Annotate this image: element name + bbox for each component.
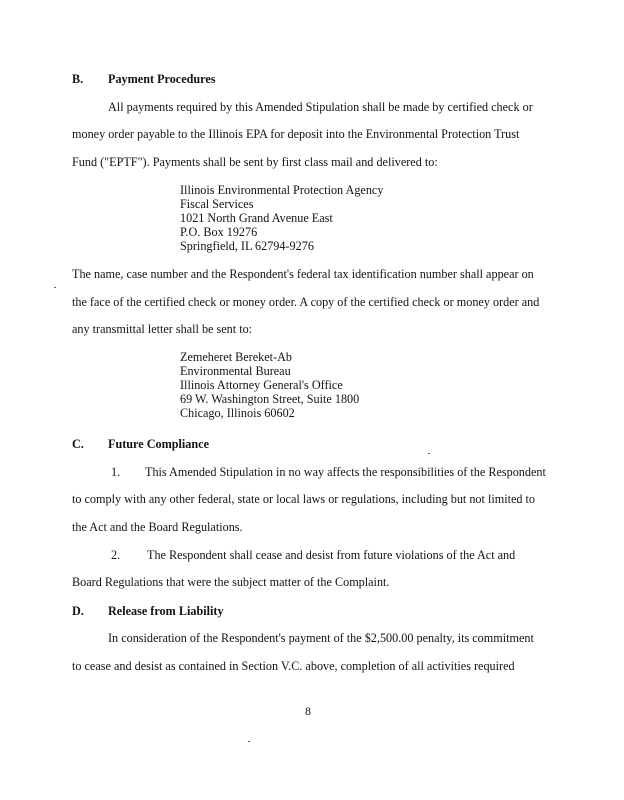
section-c-item1-number: 1. (111, 465, 121, 479)
section-c-letter: C. (72, 437, 84, 451)
section-c-item2-line2: Board Regulations that were the subject matter of the Complaint. (72, 575, 390, 589)
section-c-item1-line2: to comply with any other federal, state or local laws or regulations, including but not limited to (72, 492, 536, 506)
address2-line5: Chicago, Illinois 60602 (180, 406, 295, 420)
section-c-item1-line1: This Amended Stipulation in no way affects the responsibilities of the Respondent (145, 465, 546, 479)
section-c-item2-number: 2. (111, 548, 121, 562)
section-b-para2-line2: the face of the certified check or money order. A copy of the certified check or money order and (72, 295, 540, 309)
scan-speck (54, 287, 56, 288)
section-b-para1-line2: money order payable to the Illinois EPA for deposit into the Environmental Protection Trust (72, 127, 520, 141)
section-d-letter: D. (72, 604, 84, 618)
scan-speck (428, 453, 430, 454)
section-c-title: Future Compliance (108, 437, 209, 451)
section-b-title: Payment Procedures (108, 72, 216, 86)
section-d-para-line2: to cease and desist as contained in Section V.C. above, completion of all activities required (72, 659, 515, 673)
section-b-letter: B. (72, 72, 84, 86)
address1-line4: P.O. Box 19276 (180, 225, 258, 239)
address1-line5: Springfield, IL 62794-9276 (180, 239, 314, 253)
section-d-para-line1: In consideration of the Respondent's payment of the $2,500.00 penalty, its commitment (108, 631, 534, 645)
address1-line3: 1021 North Grand Avenue East (180, 211, 333, 225)
section-b-para1-line1: All payments required by this Amended Stipulation shall be made by certified check or (108, 100, 533, 114)
section-c-item1-line3: the Act and the Board Regulations. (72, 520, 243, 534)
address2-line1: Zemeheret Bereket-Ab (180, 350, 292, 364)
address2-line4: 69 W. Washington Street, Suite 1800 (180, 392, 360, 406)
address2-line2: Environmental Bureau (180, 364, 291, 378)
address1-line1: Illinois Environmental Protection Agency (180, 183, 384, 197)
scan-speck (248, 741, 250, 742)
page-number: 8 (305, 704, 311, 718)
section-d-title: Release from Liability (108, 604, 224, 618)
section-b-para2-line3: any transmittal letter shall be sent to: (72, 322, 253, 336)
address1-line2: Fiscal Services (180, 197, 254, 211)
address2-line3: Illinois Attorney General's Office (180, 378, 343, 392)
section-b-para1-line3: Fund ("EPTF"). Payments shall be sent by first class mail and delivered to: (72, 155, 438, 169)
section-c-item2-line1: The Respondent shall cease and desist from future violations of the Act and (147, 548, 516, 562)
section-b-para2-line1: The name, case number and the Respondent's federal tax identification number shall appear on (72, 267, 534, 281)
